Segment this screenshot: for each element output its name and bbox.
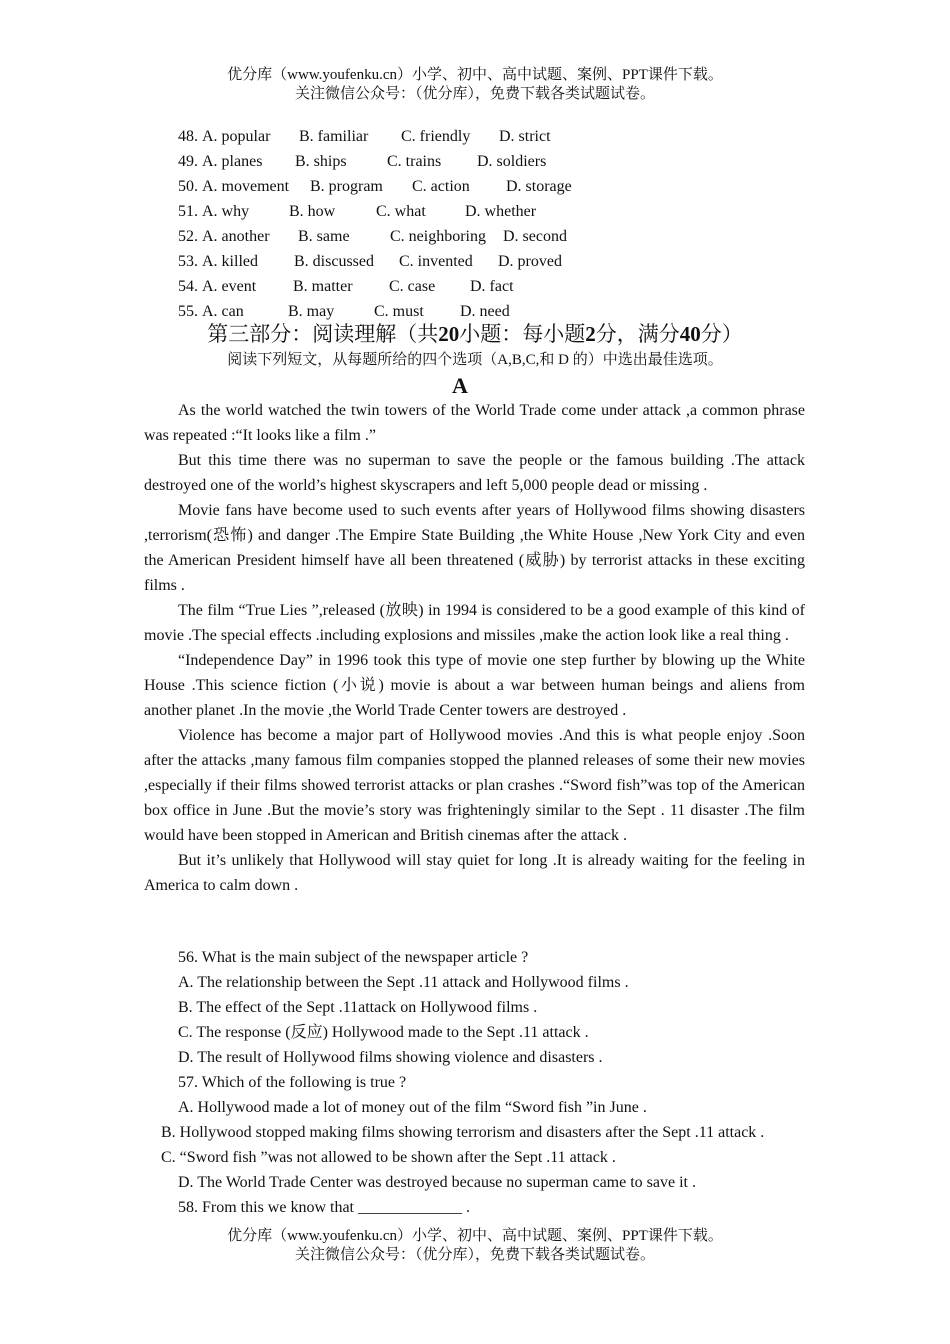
question-56: 56. What is the main subject of the newspaper article ? (178, 949, 529, 966)
option-a: A. event (202, 278, 257, 295)
option-d: D. fact (470, 278, 514, 295)
page-footer (0, 1227, 950, 1265)
option-c: C. neighboring (390, 228, 486, 245)
header-line-2: 关注微信公众号：（优分库），免费下载各类试题试卷。 (294, 86, 655, 102)
option-b: B. ships (295, 153, 347, 170)
choice-57-d: D. The World Trade Center was destroyed because no superman came to save it . (178, 1174, 696, 1191)
choice-57-c: C. “Sword fish ”was not allowed to be shown after the Sept .11 attack . (161, 1149, 616, 1166)
question-number: 54. (178, 278, 198, 295)
option-b: B. program (310, 178, 383, 195)
question-number: 53. (178, 253, 198, 270)
passage-paragraph: Movie fans have become used to such events after years of Hollywood films showing disasters ,terrorism(恐怖) and danger .The Empire State Building ,the White House ,New York City and even the American President himself have all been threatened (威胁) by terrorist attacks in these exciting films . (144, 502, 805, 594)
option-b: B. familiar (299, 128, 369, 145)
option-d: D. soldiers (477, 153, 547, 170)
question-number: 50. (178, 178, 198, 195)
option-b: B. how (289, 203, 336, 220)
choice-57-a: A. Hollywood made a lot of money out of the film “Sword fish ”in June . (178, 1099, 647, 1116)
option-c: C. invented (399, 253, 473, 270)
option-d: D. whether (465, 203, 537, 220)
option-c: C. friendly (401, 128, 471, 145)
option-d: D. proved (498, 253, 562, 270)
question-number: 48. (178, 128, 198, 145)
header-line-1: 优分库（www.youfenku.cn）小学、初中、高中试题、案例、PPT课件下载。 (227, 67, 723, 83)
option-c: C. case (389, 278, 436, 295)
passage-paragraph: Violence has become a major part of Hollywood movies .And this is what people enjoy .Soon after the attacks ,many famous film companies stopped the planned releases of some their new movies ,especially if their films showed terrorist attacks or plan crashes .“Sword fish”was top of the American box office in June .But the movie’s story was frighteningly similar to the Sept . 11 disaster .The film would have been stopped in American and British cinemas after the attack . (144, 727, 805, 844)
option-a: A. why (202, 203, 250, 220)
section-instruction: 阅读下列短文，从每题所给的四个选项（A,B,C,和 D 的）中选出最佳选项。 (227, 352, 723, 368)
footer-line-1: 优分库（www.youfenku.cn）小学、初中、高中试题、案例、PPT课件下载。 (227, 1228, 723, 1244)
question-number: 49. (178, 153, 198, 170)
option-d: D. strict (499, 128, 551, 145)
option-a: A. planes (202, 153, 263, 170)
questions-block (144, 945, 844, 1220)
question-57: 57. Which of the following is true ? (178, 1074, 407, 1091)
option-c: C. trains (387, 153, 442, 170)
choice-57-b: B. Hollywood stopped making films showing terrorism and disasters after the Sept .11 attack . (161, 1124, 765, 1141)
choice-56-c: C. The response (反应) Hollywood made to the Sept .11 attack . (178, 1024, 589, 1041)
question-number: 52. (178, 228, 198, 245)
option-b: B. same (298, 228, 350, 245)
question-number: 55. (178, 303, 198, 320)
option-b: B. matter (293, 278, 353, 295)
section-title: 第三部分：阅读理解（共20小题：每小题2分，满分40分） (207, 322, 743, 346)
choice-56-a: A. The relationship between the Sept .11 attack and Hollywood films . (178, 974, 629, 991)
passage-paragraph: “Independence Day” in 1996 took this type of movie one step further by blowing up the White House .This science fiction (小说) movie is about a war between human beings and aliens from another planet .In the movie ,the World Trade Center towers are destroyed . (144, 652, 805, 719)
option-c: C. what (376, 203, 426, 220)
page-header (0, 66, 950, 104)
passage-paragraph: The film “True Lies ”,released (放映) in 1994 is considered to be a good example of this kind of movie .The special effects .including explosions and missiles ,make the action look like a real thing . (144, 602, 805, 644)
passage-label: A (452, 373, 468, 398)
option-c: C. action (412, 178, 470, 195)
total-points: 40 (679, 322, 701, 346)
points-each: 2 (585, 322, 596, 346)
option-a: A. can (202, 303, 244, 320)
option-d: D. storage (506, 178, 572, 195)
choice-56-b: B. The effect of the Sept .11attack on Hollywood films . (178, 999, 538, 1016)
passage-paragraph: As the world watched the twin towers of the World Trade come under attack ,a common phrase was repeated :“It looks like a film .” (144, 402, 805, 444)
option-a: A. popular (202, 128, 271, 145)
passage-paragraph: But this time there was no superman to save the people or the famous building .The attack destroyed one of the world’s highest skyscrapers and left 5,000 people dead or missing . (144, 452, 805, 494)
question-58: 58. From this we know that _____________ . (178, 1199, 470, 1216)
option-b: B. may (288, 303, 335, 320)
option-c: C. must (374, 303, 424, 320)
choice-56-d: D. The result of Hollywood films showing violence and disasters . (178, 1049, 603, 1066)
passage-paragraph: But it’s unlikely that Hollywood will stay quiet for long .It is already waiting for the feeling in America to calm down . (144, 852, 805, 894)
option-b: B. discussed (294, 253, 374, 270)
question-number: 51. (178, 203, 198, 220)
question-count: 20 (438, 322, 460, 346)
footer-line-2: 关注微信公众号：（优分库），免费下载各类试题试卷。 (294, 1247, 655, 1263)
option-d: D. second (503, 228, 567, 245)
reading-passage (144, 398, 805, 898)
option-d: D. need (460, 303, 510, 320)
option-a: A. movement (202, 178, 290, 195)
option-a: A. killed (202, 253, 258, 270)
option-a: A. another (202, 228, 270, 245)
